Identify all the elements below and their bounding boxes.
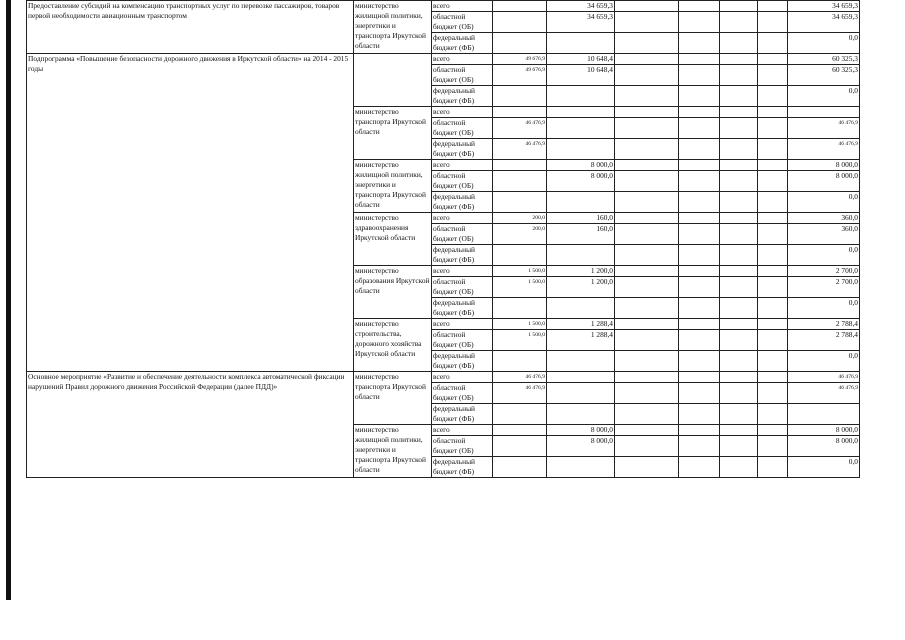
total-cell: 8 000,0: [788, 160, 860, 171]
empty-cell: [758, 139, 788, 160]
empty-cell: [679, 245, 720, 266]
value-cell-year2: [547, 383, 615, 404]
funding-source-cell: областной бюджет (ОБ): [432, 277, 493, 298]
total-cell: 34 659,3: [788, 1, 860, 12]
empty-cell: [758, 372, 788, 383]
value-cell-year2: [547, 139, 615, 160]
empty-cell: [758, 33, 788, 54]
empty-cell: [758, 266, 788, 277]
total-cell: [788, 107, 860, 118]
funding-source-cell: федеральный бюджет (ФБ): [432, 457, 493, 478]
empty-cell: [615, 425, 679, 436]
empty-cell: [679, 213, 720, 224]
empty-cell: [679, 372, 720, 383]
empty-cell: [758, 213, 788, 224]
empty-cell: [720, 457, 758, 478]
empty-cell: [720, 319, 758, 330]
value-cell-year2: 160,0: [547, 224, 615, 245]
empty-cell: [720, 65, 758, 86]
empty-cell: [758, 404, 788, 425]
funding-source-cell: федеральный бюджет (ФБ): [432, 298, 493, 319]
empty-cell: [615, 224, 679, 245]
empty-cell: [758, 277, 788, 298]
value-cell-year2: 10 648,4: [547, 65, 615, 86]
empty-cell: [758, 86, 788, 107]
value-cell-year2: [547, 372, 615, 383]
empty-cell: [720, 330, 758, 351]
executor-cell: министерство здравоохранения Иркутской области: [354, 213, 432, 266]
empty-cell: [720, 277, 758, 298]
empty-cell: [679, 277, 720, 298]
empty-cell: [679, 404, 720, 425]
empty-cell: [615, 65, 679, 86]
empty-cell: [720, 436, 758, 457]
empty-cell: [615, 351, 679, 372]
table-row: [27, 1, 860, 12]
value-cell-year1: [493, 351, 547, 372]
executor-cell: министерство жилищной политики, энергетики и транспорта Иркутской области: [354, 425, 432, 478]
empty-cell: [758, 457, 788, 478]
empty-cell: [679, 383, 720, 404]
empty-cell: [758, 65, 788, 86]
empty-cell: [758, 436, 788, 457]
empty-cell: [720, 171, 758, 192]
funding-source-cell: федеральный бюджет (ФБ): [432, 86, 493, 107]
empty-cell: [720, 372, 758, 383]
value-cell-year1: 46 476,9: [493, 383, 547, 404]
value-cell-year2: [547, 118, 615, 139]
total-cell: 60 325,3: [788, 54, 860, 65]
empty-cell: [758, 425, 788, 436]
value-cell-year2: [547, 404, 615, 425]
empty-cell: [720, 160, 758, 171]
empty-cell: [679, 319, 720, 330]
empty-cell: [679, 436, 720, 457]
total-cell: 46 476,9: [788, 118, 860, 139]
value-cell-year1: [493, 425, 547, 436]
value-cell-year1: 49 676,9: [493, 54, 547, 65]
empty-cell: [720, 224, 758, 245]
total-cell: 0,0: [788, 33, 860, 54]
empty-cell: [758, 192, 788, 213]
empty-cell: [679, 425, 720, 436]
value-cell-year2: 1 200,0: [547, 277, 615, 298]
empty-cell: [615, 277, 679, 298]
value-cell-year1: [493, 160, 547, 171]
total-cell: 360,0: [788, 213, 860, 224]
value-cell-year2: [547, 86, 615, 107]
value-cell-year2: 34 659,3: [547, 12, 615, 33]
empty-cell: [679, 224, 720, 245]
funding-source-cell: всего: [432, 425, 493, 436]
value-cell-year1: [493, 298, 547, 319]
total-cell: 2 788,4: [788, 319, 860, 330]
total-cell: 0,0: [788, 457, 860, 478]
empty-cell: [615, 330, 679, 351]
empty-cell: [615, 213, 679, 224]
value-cell-year2: 160,0: [547, 213, 615, 224]
value-cell-year1: 200,0: [493, 213, 547, 224]
funding-source-cell: всего: [432, 107, 493, 118]
total-cell: 8 000,0: [788, 171, 860, 192]
table-row: [27, 54, 860, 65]
executor-cell: министерство жилищной политики, энергетики и транспорта Иркутской области: [354, 1, 432, 54]
empty-cell: [720, 139, 758, 160]
value-cell-year1: 1 500,0: [493, 330, 547, 351]
value-cell-year2: 1 288,4: [547, 330, 615, 351]
value-cell-year1: [493, 245, 547, 266]
empty-cell: [758, 224, 788, 245]
funding-source-cell: областной бюджет (ОБ): [432, 12, 493, 33]
empty-cell: [679, 330, 720, 351]
funding-source-cell: всего: [432, 372, 493, 383]
value-cell-year2: [547, 298, 615, 319]
empty-cell: [615, 118, 679, 139]
executor-cell: министерство жилищной политики, энергетики и транспорта Иркутской области: [354, 160, 432, 213]
empty-cell: [758, 171, 788, 192]
value-cell-year2: [547, 245, 615, 266]
empty-cell: [615, 107, 679, 118]
empty-cell: [720, 12, 758, 33]
empty-cell: [758, 118, 788, 139]
funding-source-cell: федеральный бюджет (ФБ): [432, 192, 493, 213]
empty-cell: [679, 457, 720, 478]
value-cell-year1: 1 500,0: [493, 266, 547, 277]
empty-cell: [679, 1, 720, 12]
value-cell-year1: [493, 171, 547, 192]
empty-cell: [720, 266, 758, 277]
empty-cell: [720, 192, 758, 213]
value-cell-year2: [547, 351, 615, 372]
empty-cell: [758, 383, 788, 404]
value-cell-year2: 8 000,0: [547, 425, 615, 436]
total-cell: 2 700,0: [788, 277, 860, 298]
funding-source-cell: областной бюджет (ОБ): [432, 224, 493, 245]
funding-source-cell: всего: [432, 160, 493, 171]
empty-cell: [615, 160, 679, 171]
empty-cell: [720, 33, 758, 54]
budget-table: [26, 0, 860, 478]
empty-cell: [720, 351, 758, 372]
empty-cell: [758, 245, 788, 266]
funding-source-cell: федеральный бюджет (ФБ): [432, 139, 493, 160]
value-cell-year2: [547, 33, 615, 54]
empty-cell: [758, 160, 788, 171]
executor-cell: министерство транспорта Иркутской области: [354, 107, 432, 160]
total-cell: 46 476,9: [788, 372, 860, 383]
total-cell: 0,0: [788, 298, 860, 319]
empty-cell: [720, 383, 758, 404]
value-cell-year2: 10 648,4: [547, 54, 615, 65]
empty-cell: [720, 118, 758, 139]
empty-cell: [615, 372, 679, 383]
empty-cell: [720, 107, 758, 118]
empty-cell: [758, 1, 788, 12]
total-cell: 34 659,3: [788, 12, 860, 33]
funding-source-cell: областной бюджет (ОБ): [432, 436, 493, 457]
value-cell-year1: 46 476,9: [493, 118, 547, 139]
empty-cell: [615, 33, 679, 54]
value-cell-year2: 8 000,0: [547, 171, 615, 192]
empty-cell: [679, 160, 720, 171]
empty-cell: [615, 457, 679, 478]
empty-cell: [720, 425, 758, 436]
empty-cell: [615, 404, 679, 425]
value-cell-year1: [493, 404, 547, 425]
executor-cell: министерство образования Иркутской области: [354, 266, 432, 319]
total-cell: 2 788,4: [788, 330, 860, 351]
empty-cell: [758, 298, 788, 319]
total-cell: [788, 404, 860, 425]
value-cell-year2: 8 000,0: [547, 160, 615, 171]
funding-source-cell: федеральный бюджет (ФБ): [432, 404, 493, 425]
value-cell-year2: [547, 192, 615, 213]
funding-source-cell: всего: [432, 213, 493, 224]
value-cell-year2: [547, 107, 615, 118]
empty-cell: [615, 139, 679, 160]
value-cell-year2: 1 288,4: [547, 319, 615, 330]
empty-cell: [720, 54, 758, 65]
empty-cell: [679, 351, 720, 372]
value-cell-year1: [493, 33, 547, 54]
total-cell: 0,0: [788, 351, 860, 372]
funding-source-cell: федеральный бюджет (ФБ): [432, 33, 493, 54]
empty-cell: [679, 118, 720, 139]
empty-cell: [615, 245, 679, 266]
empty-cell: [679, 171, 720, 192]
empty-cell: [679, 266, 720, 277]
scan-edge-bar: [6, 0, 11, 600]
empty-cell: [758, 330, 788, 351]
total-cell: 46 476,9: [788, 383, 860, 404]
funding-source-cell: всего: [432, 319, 493, 330]
value-cell-year2: 8 000,0: [547, 436, 615, 457]
empty-cell: [679, 33, 720, 54]
funding-source-cell: всего: [432, 1, 493, 12]
empty-cell: [758, 319, 788, 330]
empty-cell: [758, 107, 788, 118]
empty-cell: [615, 319, 679, 330]
section-title: Подпрограмма «Повышение безопасности дорожного движения в Иркутской области» на 2014 - 2015 годы: [27, 54, 354, 372]
empty-cell: [679, 107, 720, 118]
table-row: [27, 372, 860, 383]
value-cell-year1: [493, 1, 547, 12]
empty-cell: [720, 245, 758, 266]
value-cell-year1: 1 500,0: [493, 319, 547, 330]
funding-source-cell: областной бюджет (ОБ): [432, 65, 493, 86]
value-cell-year2: [547, 457, 615, 478]
funding-source-cell: федеральный бюджет (ФБ): [432, 245, 493, 266]
total-cell: 360,0: [788, 224, 860, 245]
executor-cell: [354, 54, 432, 107]
total-cell: 0,0: [788, 245, 860, 266]
value-cell-year1: [493, 107, 547, 118]
executor-cell: министерство транспорта Иркутской области: [354, 372, 432, 425]
empty-cell: [679, 12, 720, 33]
total-cell: 0,0: [788, 192, 860, 213]
funding-source-cell: всего: [432, 266, 493, 277]
empty-cell: [679, 192, 720, 213]
value-cell-year1: 200,0: [493, 224, 547, 245]
empty-cell: [679, 65, 720, 86]
empty-cell: [758, 54, 788, 65]
value-cell-year2: 34 659,3: [547, 1, 615, 12]
empty-cell: [679, 139, 720, 160]
empty-cell: [615, 54, 679, 65]
empty-cell: [679, 86, 720, 107]
funding-source-cell: областной бюджет (ОБ): [432, 383, 493, 404]
empty-cell: [758, 351, 788, 372]
value-cell-year1: 1 500,0: [493, 277, 547, 298]
empty-cell: [615, 12, 679, 33]
value-cell-year1: [493, 86, 547, 107]
empty-cell: [615, 266, 679, 277]
value-cell-year1: [493, 12, 547, 33]
total-cell: 2 700,0: [788, 266, 860, 277]
value-cell-year1: [493, 192, 547, 213]
value-cell-year1: 46 476,9: [493, 372, 547, 383]
empty-cell: [615, 383, 679, 404]
value-cell-year1: 49 676,9: [493, 65, 547, 86]
total-cell: 8 000,0: [788, 425, 860, 436]
section-title: Предоставление субсидий на компенсацию транспортных услуг по перевозке пассажиров, товаров первой необходимости авиационным транспортом: [27, 1, 354, 54]
empty-cell: [679, 54, 720, 65]
funding-source-cell: всего: [432, 54, 493, 65]
total-cell: 60 325,3: [788, 65, 860, 86]
total-cell: 8 000,0: [788, 436, 860, 457]
total-cell: 46 476,9: [788, 139, 860, 160]
total-cell: 0,0: [788, 86, 860, 107]
value-cell-year1: [493, 457, 547, 478]
empty-cell: [720, 298, 758, 319]
funding-source-cell: областной бюджет (ОБ): [432, 171, 493, 192]
empty-cell: [720, 404, 758, 425]
value-cell-year1: [493, 436, 547, 457]
empty-cell: [720, 213, 758, 224]
funding-source-cell: областной бюджет (ОБ): [432, 118, 493, 139]
section-title: Основное мероприятие «Развитие и обеспечение деятельности комплекса автоматической фиксации нарушений Правил дорожного движения Российской Федерации (далее ПДД)»: [27, 372, 354, 478]
empty-cell: [615, 1, 679, 12]
empty-cell: [615, 192, 679, 213]
empty-cell: [615, 86, 679, 107]
empty-cell: [615, 171, 679, 192]
empty-cell: [615, 436, 679, 457]
empty-cell: [720, 1, 758, 12]
empty-cell: [615, 298, 679, 319]
funding-source-cell: федеральный бюджет (ФБ): [432, 351, 493, 372]
value-cell-year1: 46 476,9: [493, 139, 547, 160]
executor-cell: министерство строительства, дорожного хозяйства Иркутской области: [354, 319, 432, 372]
empty-cell: [679, 298, 720, 319]
empty-cell: [758, 12, 788, 33]
value-cell-year2: 1 200,0: [547, 266, 615, 277]
empty-cell: [720, 86, 758, 107]
funding-source-cell: областной бюджет (ОБ): [432, 330, 493, 351]
